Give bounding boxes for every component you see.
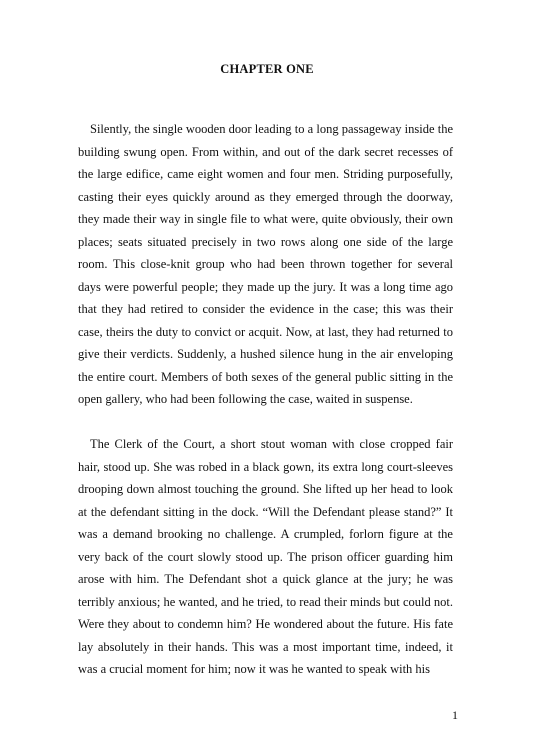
paragraph-1: Silently, the single wooden door leading to a long passageway inside the building swung open. From within, and out of the dark secret recesses of the large edifice, came eight women and four men. Striding purposefully, casting their eyes quickly around as they emerged through the doorway, they made their way in single file to what were, quite obviously, their own places; seats situated precisely in two rows along one side of the large room. This close-knit group who had been thrown together for several days were powerful people; they made up the jury. It was a long time ago that they had retired to consider the evidence in the case; this was their case, theirs the duty to convict or acquit. Now, at last, they had returned to give their verdicts. Suddenly, a hushed silence hung in the air enveloping the entire court. Members of both sexes of the general public sitting in the open gallery, who had been following the case, waited in suspense. bbox=[78, 122, 453, 406]
chapter-title: CHAPTER ONE bbox=[220, 62, 314, 76]
chapter-body bbox=[78, 118, 453, 703]
page-number: 1 bbox=[452, 708, 458, 722]
paragraph-2: The Clerk of the Court, a short stout woman with close cropped fair hair, stood up. She was robed in a black gown, its extra long court-sleeves drooping down almost touching the ground. She lifted up her head to look at the defendant sitting in the dock. “Will the Defendant please stand?” It was a demand brooking no challenge. A crumpled, forlorn figure at the very back of the court slowly stood up. The prison officer guarding him arose with him. The Defendant shot a quick glance at the jury; he was terribly anxious; he wanted, and he tried, to read their minds but could not. Were they about to condemn him? He wondered about the future. His fate lay absolutely in their hands. This was a most important time, indeed, it was a crucial moment for him; now it was he wanted to speak with his bbox=[78, 437, 453, 676]
